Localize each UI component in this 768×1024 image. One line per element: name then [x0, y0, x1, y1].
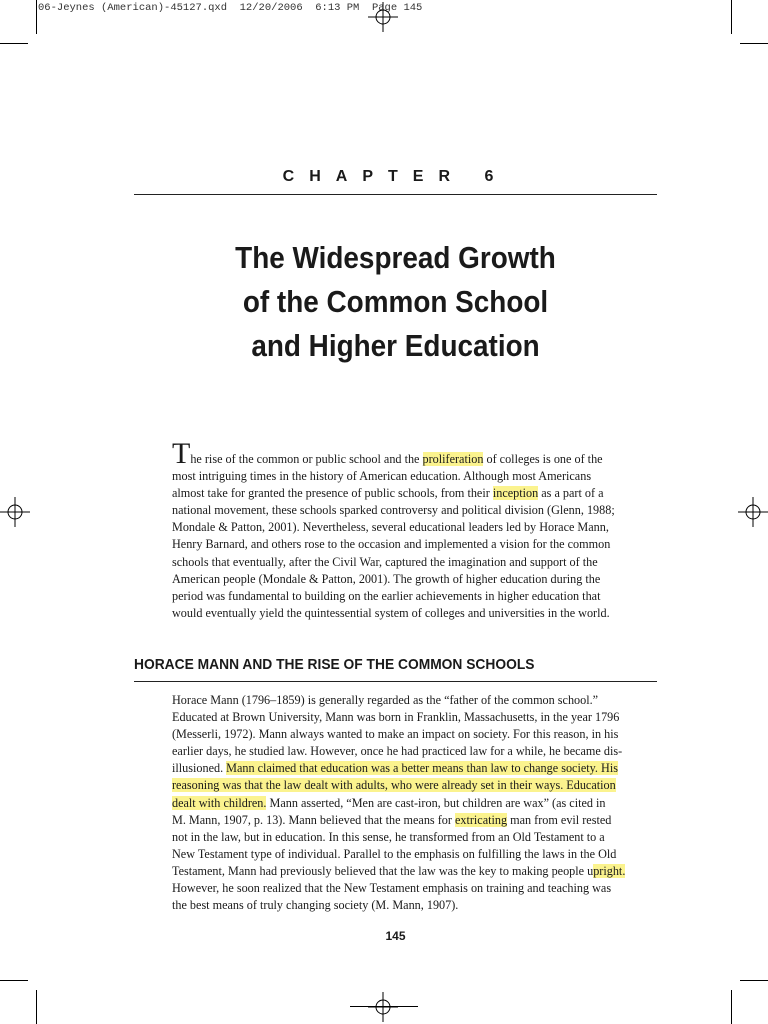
highlighted-text: extricating: [454, 812, 508, 827]
text-run: not in the law, but in education. In this sense, he transformed from an Old Testament to a: [172, 829, 605, 844]
print-slug: 06-Jeynes (American)-45127.qxd 12/20/2006 6:13 PM Page 145: [38, 2, 423, 14]
text-run: almost take for granted the presence of public schools, from their: [172, 486, 493, 501]
registration-mark-top: [368, 2, 398, 32]
text-line: [172, 743, 658, 760]
text-run: the best means of truly changing society (M. Mann, 1907).: [172, 898, 459, 913]
section-paragraph: [172, 692, 658, 914]
registration-mark-bottom: [368, 992, 398, 1022]
title-line: and Higher Education: [251, 328, 540, 363]
text-run: national movement, these schools sparked controversy and political division (Glenn, 1988;: [172, 503, 615, 518]
text-run: Henry Barnard, and others rose to the occasion and implemented a vision for the common: [172, 537, 611, 552]
highlighted-text: pright.: [593, 863, 626, 878]
title-line: The Widespread Growth: [235, 240, 556, 275]
text-line: [172, 726, 658, 743]
text-line: [172, 519, 658, 536]
intro-paragraph: [172, 437, 658, 622]
text-line: [172, 437, 658, 470]
text-line: [172, 777, 658, 794]
text-run: Testament, Mann had previously believed that the law was the key to making people u: [172, 863, 594, 878]
text-run: he rise of the common or public school and the: [190, 452, 423, 466]
chapter-title: [160, 236, 631, 368]
text-line: [172, 605, 658, 622]
text-line: [172, 829, 658, 846]
text-run: most intriguing times in the history of American education. Although most Americans: [172, 469, 592, 484]
text-run: Mann asserted, “Men are cast-iron, but children are wax” (as cited in: [266, 795, 606, 810]
text-line: [172, 502, 658, 519]
text-line: [172, 795, 658, 812]
text-line: [172, 588, 658, 605]
text-line: [172, 554, 658, 571]
highlighted-text: inception: [492, 486, 539, 501]
section-heading: HORACE MANN AND THE RISE OF THE COMMON SCHOOLS: [134, 656, 535, 673]
text-run: man from evil rested: [507, 812, 612, 827]
text-run: of colleges is one of the: [483, 452, 603, 466]
text-run: Mondale & Patton, 2001). Nevertheless, several educational leaders led by Horace Mann,: [172, 520, 609, 535]
bottom-center-rule: [350, 1006, 418, 1007]
highlighted-text: Mann claimed that education was a better means than law to change society. His: [226, 761, 618, 776]
text-line: [172, 485, 658, 502]
text-line: [172, 846, 658, 863]
text-line: [172, 571, 658, 588]
text-line: [172, 812, 658, 829]
text-run: However, he soon realized that the New Testament emphasis on training and teaching was: [172, 881, 612, 896]
text-run: as a part of a: [538, 486, 604, 501]
text-line: [172, 897, 658, 914]
text-run: M. Mann, 1907, p. 13). Mann believed that the means for: [172, 812, 455, 827]
drop-cap: T: [172, 437, 191, 470]
registration-mark-left: [0, 497, 30, 527]
text-run: (Messerli, 1972). Mann always wanted to make an impact on society. For this reason, in his: [172, 727, 619, 742]
text-run: schools that eventually, after the Civil War, captured the imagination and support of the: [172, 554, 598, 569]
text-line: [172, 880, 658, 897]
text-run: earlier days, he studied law. However, once he had practiced law for a while, he became dis-: [172, 744, 623, 759]
text-run: American people (Mondale & Patton, 2001). The growth of higher education during the: [172, 571, 601, 586]
text-run: would eventually yield the quintessential system of colleges and universities in the world.: [172, 605, 610, 620]
text-line: [172, 468, 658, 485]
page-number: 145: [385, 929, 406, 943]
title-line: of the Common School: [242, 284, 549, 319]
highlighted-text: reasoning was that the law dealt with adults, who were already set in their ways. Education: [172, 778, 616, 793]
text-line: [172, 863, 658, 880]
text-line: [172, 760, 658, 777]
text-run: New Testament type of individual. Parallel to the emphasis on fulfilling the laws in the Old: [172, 846, 617, 861]
text-line: [172, 536, 658, 553]
text-run: Educated at Brown University, Mann was born in Franklin, Massachusetts, in the year 1796: [172, 710, 620, 725]
highlighted-text: dealt with children.: [172, 795, 267, 810]
chapter-label: CHAPTER 6: [282, 168, 509, 185]
text-run: period was fundamental to building on the earlier achievements in higher education that: [172, 588, 601, 603]
section-rule: [134, 681, 657, 682]
text-line: [172, 709, 658, 726]
text-run: Horace Mann (1796–1859) is generally regarded as the “father of the common school.”: [172, 693, 599, 707]
text-line: [172, 692, 658, 709]
highlighted-text: proliferation: [422, 452, 484, 466]
text-run: illusioned.: [172, 761, 227, 776]
chapter-rule: [134, 194, 657, 195]
registration-mark-right: [738, 497, 768, 527]
